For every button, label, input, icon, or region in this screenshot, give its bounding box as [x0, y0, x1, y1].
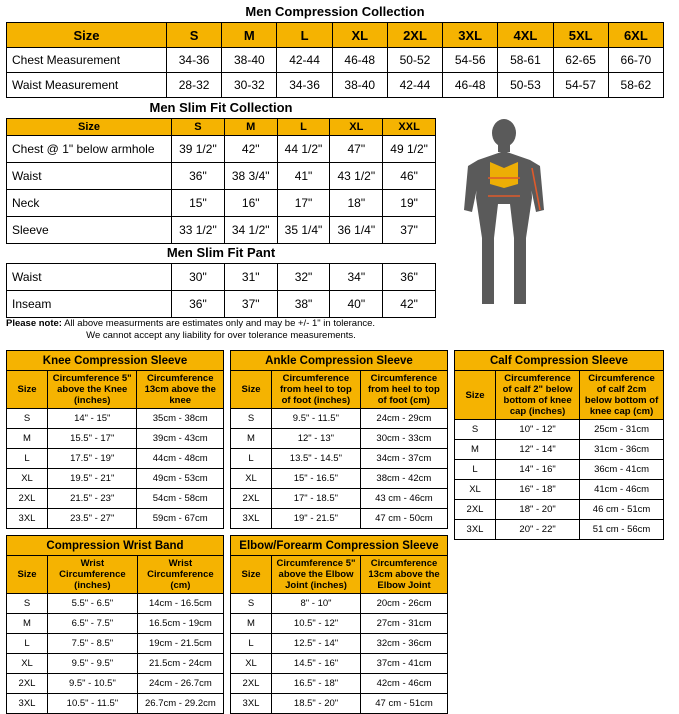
- cell-size: M: [231, 429, 272, 449]
- cell-cm: 49cm - 53cm: [137, 469, 224, 489]
- cell-inches: 15" - 16.5": [272, 469, 361, 489]
- cell-cm: 24cm - 29cm: [360, 409, 447, 429]
- cell: 54-56: [443, 48, 498, 73]
- cell: 35 1/4": [277, 217, 330, 244]
- cell-size: XL: [455, 480, 496, 500]
- men-slim-fit-pant-section: [6, 245, 436, 318]
- cell: 50-53: [498, 73, 553, 98]
- cell: 46": [383, 163, 436, 190]
- cell-inches: 9.5" - 9.5": [48, 654, 138, 674]
- mannequin-figure: [444, 118, 564, 308]
- column-header: 6XL: [608, 23, 663, 48]
- column-header: Size: [455, 371, 496, 420]
- cell-inches: 16" - 18": [496, 480, 580, 500]
- cell: 37": [383, 217, 436, 244]
- cell-inches: 12" - 13": [272, 429, 361, 449]
- cell-cm: 30cm - 33cm: [360, 429, 447, 449]
- table-row: [231, 654, 448, 674]
- cell-size: 2XL: [7, 674, 48, 694]
- cell: 19": [383, 190, 436, 217]
- column-header: 2XL: [387, 23, 442, 48]
- table-row: [7, 264, 436, 291]
- row-label: Waist: [7, 163, 172, 190]
- table-title-row: [7, 536, 224, 556]
- cell: 36": [172, 291, 225, 318]
- table-header-row: [231, 556, 448, 594]
- column-header: Circumference from heel to top of foot (cm): [360, 371, 447, 409]
- cell-cm: 16.5cm - 19cm: [137, 614, 223, 634]
- cell: 33 1/2": [172, 217, 225, 244]
- cell: 66-70: [608, 48, 663, 73]
- wrist-band-table: [6, 535, 224, 714]
- cell-cm: 35cm - 38cm: [137, 409, 224, 429]
- cell-cm: 21.5cm - 24cm: [137, 654, 223, 674]
- cell: 36 1/4": [330, 217, 383, 244]
- table-row: [231, 509, 448, 529]
- table-row: [455, 420, 664, 440]
- cell: 44 1/2": [277, 136, 330, 163]
- cell: 46-48: [443, 73, 498, 98]
- cell: 36": [383, 264, 436, 291]
- row-label: Waist: [7, 264, 172, 291]
- cell-size: S: [231, 594, 272, 614]
- cell-inches: 10.5" - 12": [272, 614, 361, 634]
- cell-cm: 14cm - 16.5cm: [137, 594, 223, 614]
- cell: 30-32: [222, 73, 277, 98]
- cell: 42": [383, 291, 436, 318]
- cell-cm: 42cm - 46cm: [361, 674, 448, 694]
- cell: 34-36: [167, 48, 222, 73]
- cell-size: M: [7, 429, 48, 449]
- knee-compression-section: [6, 350, 224, 529]
- table-row: [231, 674, 448, 694]
- cell: 17": [277, 190, 330, 217]
- column-header: Circumference of calf 2cm below bottom of knee cap (cm): [580, 371, 664, 420]
- cell-size: M: [455, 440, 496, 460]
- cell: 39 1/2": [172, 136, 225, 163]
- cell-size: L: [231, 449, 272, 469]
- table-row: [7, 674, 224, 694]
- men-compression-section: [6, 4, 664, 98]
- cell-inches: 12" - 14": [496, 440, 580, 460]
- wrist-band-title: Compression Wrist Band: [7, 536, 224, 556]
- men-slim-fit-table: [6, 118, 436, 244]
- table-row: [7, 509, 224, 529]
- cell-inches: 7.5" - 8.5": [48, 634, 138, 654]
- cell-size: S: [455, 420, 496, 440]
- table-row: [7, 217, 436, 244]
- table-row: [7, 73, 664, 98]
- table-row: [7, 614, 224, 634]
- cell-inches: 16.5" - 18": [272, 674, 361, 694]
- cell-cm: 51 cm - 56cm: [580, 520, 664, 540]
- cell-size: 2XL: [7, 489, 48, 509]
- cell-size: S: [231, 409, 272, 429]
- cell-inches: 18.5" - 20": [272, 694, 361, 714]
- cell-cm: 24cm - 26.7cm: [137, 674, 223, 694]
- cell-size: XL: [7, 469, 48, 489]
- table-row: [231, 489, 448, 509]
- column-header: Circumference 13cm above the Elbow Joint: [361, 556, 448, 594]
- table-row: [7, 469, 224, 489]
- cell-size: L: [231, 634, 272, 654]
- cell: 30": [172, 264, 225, 291]
- table-row: [455, 440, 664, 460]
- cell-size: 3XL: [455, 520, 496, 540]
- cell-cm: 32cm - 36cm: [361, 634, 448, 654]
- elbow-forearm-section: [230, 535, 448, 714]
- column-header: Circumference from heel to top of foot (inches): [272, 371, 361, 409]
- cell-cm: 37cm - 41cm: [361, 654, 448, 674]
- cell-cm: 59cm - 67cm: [137, 509, 224, 529]
- cell-inches: 20" - 22": [496, 520, 580, 540]
- knee-compression-title: Knee Compression Sleeve: [7, 351, 224, 371]
- cell: 49 1/2": [383, 136, 436, 163]
- cell-size: L: [7, 634, 48, 654]
- cell-cm: 54cm - 58cm: [137, 489, 224, 509]
- cell-size: 3XL: [231, 509, 272, 529]
- cell-size: 2XL: [231, 489, 272, 509]
- table-header-row: [7, 556, 224, 594]
- note-line-1: All above measurments are estimates only and may be +/- 1" in tolerance.: [61, 318, 376, 329]
- cell-size: M: [231, 614, 272, 634]
- cell: 28-32: [167, 73, 222, 98]
- cell-inches: 19" - 21.5": [272, 509, 361, 529]
- cell-cm: 27cm - 31cm: [361, 614, 448, 634]
- table-row: [7, 163, 436, 190]
- cell-cm: 41cm - 46cm: [580, 480, 664, 500]
- ankle-compression-table: [230, 350, 448, 529]
- cell-inches: 14" - 15": [48, 409, 137, 429]
- table-row: [7, 291, 436, 318]
- column-header: S: [172, 119, 225, 136]
- cell-size: S: [7, 409, 48, 429]
- cell: 42": [224, 136, 277, 163]
- cell: 47": [330, 136, 383, 163]
- table-row: [455, 520, 664, 540]
- cell-cm: 26.7cm - 29.2cm: [137, 694, 223, 714]
- table-row: [7, 654, 224, 674]
- column-header: Circumference 13cm above the knee: [137, 371, 224, 409]
- cell-inches: 6.5" - 7.5": [48, 614, 138, 634]
- cell: 40": [330, 291, 383, 318]
- cell-inches: 10.5" - 11.5": [48, 694, 138, 714]
- table-row: [7, 409, 224, 429]
- table-row: [231, 694, 448, 714]
- knee-compression-table: [6, 350, 224, 529]
- table-row: [7, 190, 436, 217]
- men-slim-fit-pant-title: Men Slim Fit Pant: [166, 245, 276, 260]
- row-label: Chest Measurement: [7, 48, 167, 73]
- elbow-forearm-table: [230, 535, 448, 714]
- cell-size: 3XL: [7, 694, 48, 714]
- ankle-compression-title: Ankle Compression Sleeve: [231, 351, 448, 371]
- calf-compression-table: [454, 350, 664, 540]
- cell-size: 2XL: [231, 674, 272, 694]
- column-header: Circumference 5" above the Elbow Joint (inches): [272, 556, 361, 594]
- cell: 38-40: [332, 73, 387, 98]
- table-row: [7, 429, 224, 449]
- ankle-compression-section: [230, 350, 448, 529]
- cell-inches: 15.5" - 17": [48, 429, 137, 449]
- cell-cm: 46 cm - 51cm: [580, 500, 664, 520]
- cell: 54-57: [553, 73, 608, 98]
- cell-inches: 8" - 10": [272, 594, 361, 614]
- column-header: 3XL: [443, 23, 498, 48]
- cell: 38-40: [222, 48, 277, 73]
- cell: 37": [224, 291, 277, 318]
- cell-inches: 23.5" - 27": [48, 509, 137, 529]
- elbow-forearm-title: Elbow/Forearm Compression Sleeve: [231, 536, 448, 556]
- cell-inches: 19.5" - 21": [48, 469, 137, 489]
- row-label: Inseam: [7, 291, 172, 318]
- column-header: 4XL: [498, 23, 553, 48]
- table-header-row: [7, 371, 224, 409]
- cell-size: 3XL: [231, 694, 272, 714]
- cell-size: XL: [7, 654, 48, 674]
- cell-cm: 39cm - 43cm: [137, 429, 224, 449]
- cell: 46-48: [332, 48, 387, 73]
- cell-inches: 17.5" - 19": [48, 449, 137, 469]
- cell-size: XL: [231, 469, 272, 489]
- cell-cm: 34cm - 37cm: [360, 449, 447, 469]
- cell: 50-52: [387, 48, 442, 73]
- cell: 34-36: [277, 73, 332, 98]
- cell: 42-44: [387, 73, 442, 98]
- cell-cm: 25cm - 31cm: [580, 420, 664, 440]
- cell-size: 3XL: [7, 509, 48, 529]
- cell-cm: 36cm - 41cm: [580, 460, 664, 480]
- cell: 62-65: [553, 48, 608, 73]
- cell: 34 1/2": [224, 217, 277, 244]
- cell-inches: 18" - 20": [496, 500, 580, 520]
- table-row: [7, 449, 224, 469]
- note-bold-label: Please note:: [6, 318, 62, 329]
- table-row: [7, 634, 224, 654]
- cell-inches: 9.5" - 10.5": [48, 674, 138, 694]
- table-row: [7, 136, 436, 163]
- cell: 42-44: [277, 48, 332, 73]
- cell-cm: 44cm - 48cm: [137, 449, 224, 469]
- cell-size: L: [7, 449, 48, 469]
- row-label: Chest @ 1" below armhole: [7, 136, 172, 163]
- column-header: Size: [7, 556, 48, 594]
- cell: 18": [330, 190, 383, 217]
- cell-inches: 9.5" - 11.5": [272, 409, 361, 429]
- cell-cm: 38cm - 42cm: [360, 469, 447, 489]
- cell: 36": [172, 163, 225, 190]
- cell-cm: 31cm - 36cm: [580, 440, 664, 460]
- table-row: [455, 500, 664, 520]
- cell: 15": [172, 190, 225, 217]
- table-header-row: [7, 119, 436, 136]
- cell: 38": [277, 291, 330, 318]
- cell-size: L: [455, 460, 496, 480]
- column-header: Wrist Circumference (inches): [48, 556, 138, 594]
- cell-inches: 21.5" - 23": [48, 489, 137, 509]
- cell-cm: 47 cm - 50cm: [360, 509, 447, 529]
- cell: 34": [330, 264, 383, 291]
- column-header: L: [277, 23, 332, 48]
- column-header: Size: [7, 23, 167, 48]
- column-header: Circumference of calf 2" below bottom of knee cap (inches): [496, 371, 580, 420]
- cell-size: 2XL: [455, 500, 496, 520]
- table-row: [455, 480, 664, 500]
- men-slim-fit-section: [6, 100, 436, 244]
- cell-cm: 19cm - 21.5cm: [137, 634, 223, 654]
- table-row: [231, 614, 448, 634]
- column-header: Circumference 5" above the Knee (inches): [48, 371, 137, 409]
- men-compression-table: [6, 22, 664, 98]
- table-row: [231, 634, 448, 654]
- table-title-row: [231, 351, 448, 371]
- row-label: Neck: [7, 190, 172, 217]
- table-row: [231, 469, 448, 489]
- cell-size: M: [7, 614, 48, 634]
- disclaimer-note: [6, 318, 436, 342]
- cell-size: S: [7, 594, 48, 614]
- table-row: [7, 489, 224, 509]
- row-label: Sleeve: [7, 217, 172, 244]
- table-row: [231, 594, 448, 614]
- column-header: Size: [7, 371, 48, 409]
- cell: 16": [224, 190, 277, 217]
- table-row: [231, 449, 448, 469]
- column-header: XXL: [383, 119, 436, 136]
- men-slim-fit-pant-table: [6, 263, 436, 318]
- column-header: Size: [231, 371, 272, 409]
- column-header: L: [277, 119, 330, 136]
- cell: 58-62: [608, 73, 663, 98]
- table-row: [231, 429, 448, 449]
- cell: 41": [277, 163, 330, 190]
- cell: 32": [277, 264, 330, 291]
- men-slim-fit-title: Men Slim Fit Collection: [149, 100, 293, 115]
- column-header: Wrist Circumference (cm): [137, 556, 223, 594]
- cell-inches: 12.5" - 14": [272, 634, 361, 654]
- cell-size: XL: [231, 654, 272, 674]
- cell: 58-61: [498, 48, 553, 73]
- cell-inches: 10" - 12": [496, 420, 580, 440]
- men-compression-title: Men Compression Collection: [245, 4, 425, 19]
- cell-inches: 17" - 18.5": [272, 489, 361, 509]
- column-header: XL: [332, 23, 387, 48]
- table-title-row: [7, 351, 224, 371]
- table-title-row: [455, 351, 664, 371]
- column-header: M: [224, 119, 277, 136]
- cell-cm: 43 cm - 46cm: [360, 489, 447, 509]
- cell: 38 3/4": [224, 163, 277, 190]
- column-header: Size: [7, 119, 172, 136]
- table-title-row: [231, 536, 448, 556]
- cell: 31": [224, 264, 277, 291]
- column-header: S: [167, 23, 222, 48]
- column-header: 5XL: [553, 23, 608, 48]
- table-row: [7, 48, 664, 73]
- cell-cm: 47 cm - 51cm: [361, 694, 448, 714]
- cell-inches: 13.5" - 14.5": [272, 449, 361, 469]
- table-row: [7, 694, 224, 714]
- row-label: Waist Measurement: [7, 73, 167, 98]
- wrist-band-section: [6, 535, 224, 714]
- table-header-row: [7, 23, 664, 48]
- table-row: [231, 409, 448, 429]
- table-row: [455, 460, 664, 480]
- cell-inches: 14.5" - 16": [272, 654, 361, 674]
- table-header-row: [455, 371, 664, 420]
- mannequin-icon: [444, 118, 564, 308]
- cell-cm: 20cm - 26cm: [361, 594, 448, 614]
- column-header: Size: [231, 556, 272, 594]
- cell-inches: 14" - 16": [496, 460, 580, 480]
- note-line-2: We cannot accept any liability for over tolerance measurements.: [86, 330, 356, 341]
- column-header: M: [222, 23, 277, 48]
- table-row: [7, 594, 224, 614]
- cell-inches: 5.5" - 6.5": [48, 594, 138, 614]
- table-header-row: [231, 371, 448, 409]
- calf-compression-section: [454, 350, 664, 540]
- cell: 43 1/2": [330, 163, 383, 190]
- calf-compression-title: Calf Compression Sleeve: [455, 351, 664, 371]
- column-header: XL: [330, 119, 383, 136]
